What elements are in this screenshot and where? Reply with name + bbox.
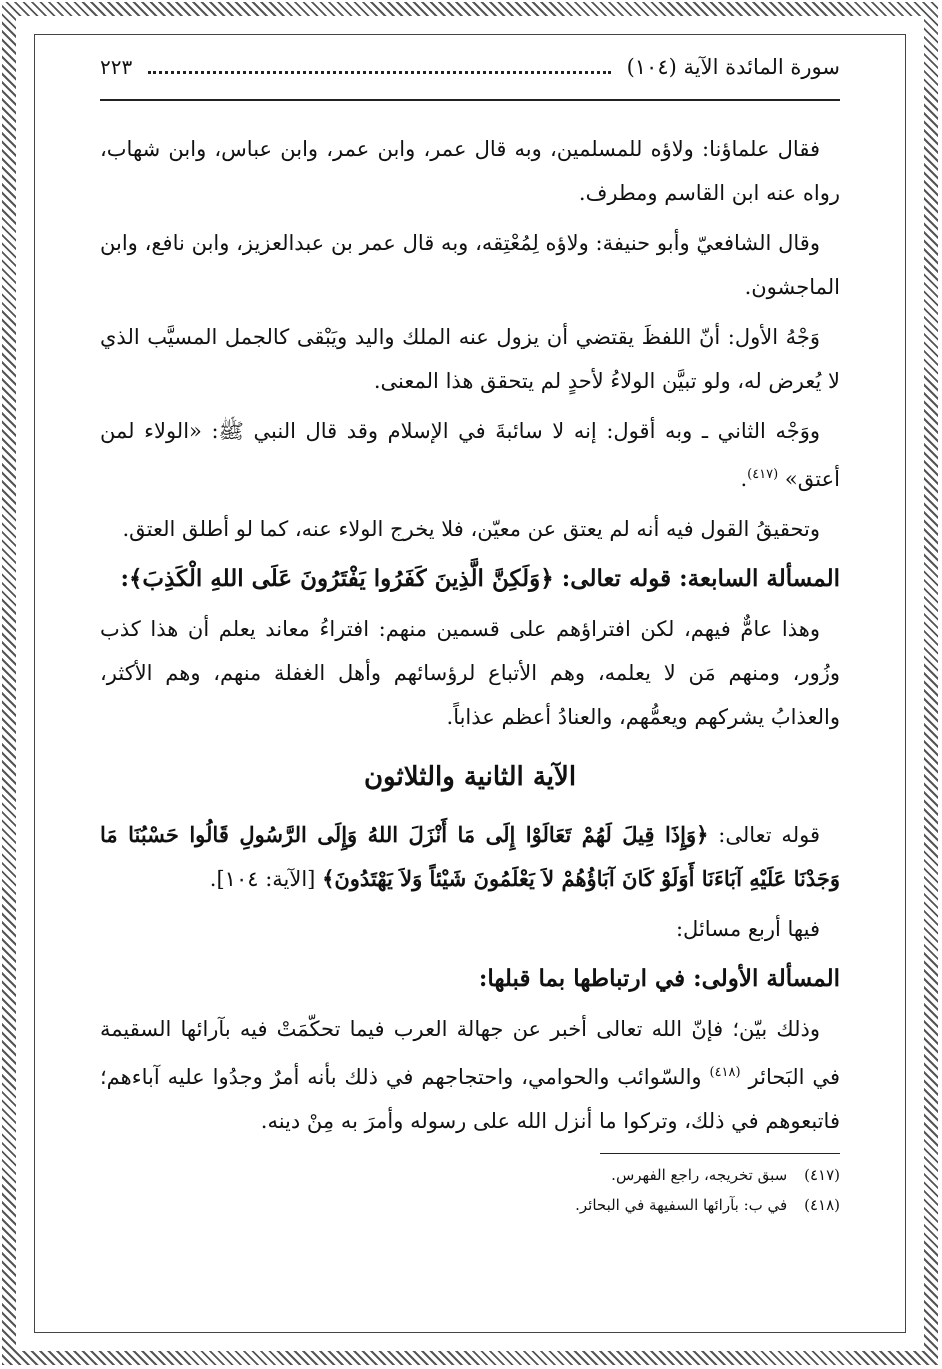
paragraph: ووَجْه الثاني ـ وبه أقول: إنه لا سائبةَ في الإسلام وقد قال النبي ﷺ: «الولاء لمن أعتق» $^{(٤١٧)}$. — [100, 419, 840, 491]
paragraph: وقال الشافعيّ وأبو حنيفة: ولاؤه لِمُعْتِقه، وبه قال عمر بن عبدالعزيز، وابن نافع، وابن الماجشون. — [100, 231, 840, 299]
paragraph: فقال علماؤنا: ولاؤه للمسلمين، وبه قال عمر، وابن عمر، وابن عباس، وابن شهاب، رواه عنه ابن القاسم ومطرف. — [100, 137, 840, 205]
verse-reference: [الآية: ١٠٤]. — [209, 867, 316, 891]
paragraph — [100, 1007, 840, 1143]
quran-quote: ﴿وَلَكِنَّ الَّذِينَ كَفَرُوا يَفْتَرُونَ عَلَى اللهِ الْكَذِبَ﴾: — [120, 565, 554, 592]
page-number: ٢٢٣ — [100, 55, 133, 79]
paragraph: وهذا عامٌّ فيهم، لكن افتراؤهم على قسمين منهم: افتراءُ معاند يعلم أن هذا كذب وزُور، ومنهم مَن لا يعلمه، وهم الأتباع لرؤسائهم وأهل الغفلة منهم، وهم الأكثر، والعذابُ يشركهم ويعمُّهم، والعنادُ أعظم عذاباً. — [100, 617, 840, 729]
page-body — [100, 127, 840, 1143]
paragraph: وتحقيقُ القول فيه أنه لم يعتق عن معيّن، فلا يخرج الولاء عنه، كما لو أطلق العتق. — [122, 517, 820, 541]
page-header — [100, 55, 840, 101]
section-heading: الآية الثانية والثلاثون — [363, 762, 577, 792]
footnote — [100, 1160, 840, 1190]
footnotes — [575, 1153, 840, 1220]
footnote-text: سبق تخريجه، راجع الفهرس. — [611, 1166, 788, 1184]
issue-label: المسألة السابعة: قوله تعالى: — [561, 565, 840, 592]
verse-intro: قوله تعالى: — [718, 823, 820, 847]
footnote-reference: (٤١٧) — [747, 467, 779, 482]
footnote-number: (٤١٧) — [804, 1166, 840, 1184]
paragraph-text: والسّوائب والحوامي، واحتجاجهم في ذلك بأنه أمرٌ وجدُوا عليه آباءهم؛ فاتبعوهم في ذلك، وتركوا ما أنزل الله على رسوله وأمرَ به مِنْ دينه. — [100, 1065, 840, 1133]
paragraph-text: ووَجْه الثاني ـ وبه أقول: إنه لا سائبةَ في الإسلام وقد قال النبي ﷺ: «الولاء لمن أعتق» — [100, 419, 840, 491]
footnote — [100, 1190, 840, 1220]
issue-seven-title — [100, 557, 840, 601]
book-page — [100, 55, 840, 1220]
footnote-number: (٤١٨) — [804, 1196, 840, 1214]
issue-one-title: المسألة الأولى: في ارتباطها بما قبلها: — [478, 965, 840, 992]
paragraph: وَجْهُ الأول: أنّ اللفظَ يقتضي أن يزول عنه الملك واليد ويَبْقى كالجمل المسيَّب الذي لا يُعرض له، ولو تبيَّن الولاءُ لأحدٍ لم يتحقق هذا المعنى. — [100, 325, 840, 393]
header-dot-leader — [148, 61, 610, 74]
running-title: سورة المائدة الآية (١٠٤) — [626, 55, 840, 79]
paragraph-text: وذلك بيّن؛ فإنّ الله تعالى أخبر عن جهالة العرب فيما تحكّمَتْ فيه بآرائها السقيمة في البَحائر — [100, 1017, 840, 1089]
quran-verse: ﴿وَإِذَا قِيلَ لَهُمْ تَعَالَوْا إِلَى مَا أَنْزَلَ اللهُ وَإِلَى الرَّسُولِ قَالُوا حَسْبُنَا مَا وَجَدْنَا عَلَيْهِ آبَاءَنَا أَوَلَوْ كَانَ آبَاؤُهُمْ لاَ يَعْلَمُونَ شَيْئاً وَلاَ يَهْتَدُونَ﴾ — [100, 822, 840, 891]
footnote-reference: (٤١٨) — [709, 1065, 741, 1080]
verse-paragraph — [100, 813, 840, 901]
footnote-text: في ب: بآرائها السفيهة في البحائر. — [575, 1196, 788, 1214]
paragraph: فيها أربع مسائل: — [675, 917, 820, 941]
